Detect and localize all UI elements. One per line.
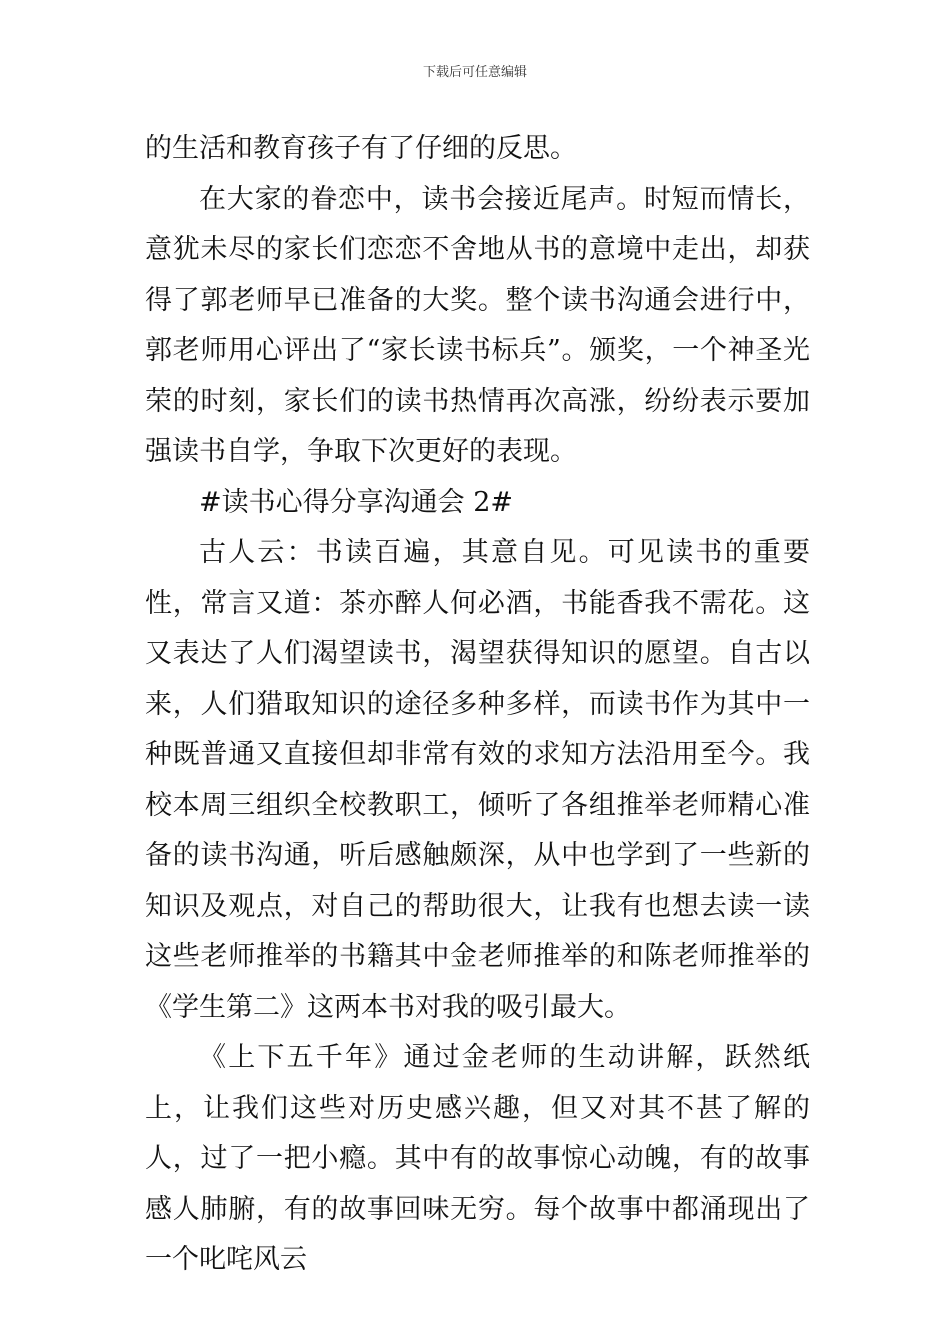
- paragraph-1: 的生活和教育孩子有了仔细的反思。: [145, 133, 577, 164]
- paragraph-3: 古人云：书读百遍，其意自见。可见读书的重要性，常言又道：茶亦醉人何必酒，书能香我不需花。这又表达了人们渴望读书，渴望获得知识的愿望。自古以来，人们猎取知识的途径多种多样，而读书作为其中一种既普通又直接但却非常有效的求知方法沿用至今。我校本周三组织全校教职工，倾听了各组推举老师精心准备的读书沟通，听后感触颇深，从中也学到了一些新的知识及观点，对自己的帮助很大，让我有也想去读一读这些老师推举的书籍其中金老师推举的和陈老师推举的《学生第二》这两本书对我的吸引最大。: [145, 537, 810, 1023]
- page-header: 下载后可任意编辑: [422, 65, 527, 80]
- paragraph-2: 在大家的眷恋中，读书会接近尾声。时短而情长，意犹未尽的家长们恋恋不舍地从书的意境中走出，却获得了郭老师早已准备的大奖。整个读书沟通会进行中，郭老师用心评出了“家长读书标兵”。颁奖，一个神圣光荣的时刻，家长们的读书热情再次高涨，纷纷表示要加强读书自学，争取下次更好的表现。: [145, 183, 810, 467]
- section-heading: #读书心得分享沟通会 2#: [199, 486, 514, 518]
- paragraph-4: 《上下五千年》通过金老师的生动讲解，跃然纸上，让我们这些对历史感兴趣，但又对其不甚了解的人，过了一把小瘾。其中有的故事惊心动魄，有的故事感人肺腑，有的故事回味无穷。每个故事中都涌现出了一个叱咤风云: [145, 1042, 810, 1275]
- document-body: [145, 124, 810, 1286]
